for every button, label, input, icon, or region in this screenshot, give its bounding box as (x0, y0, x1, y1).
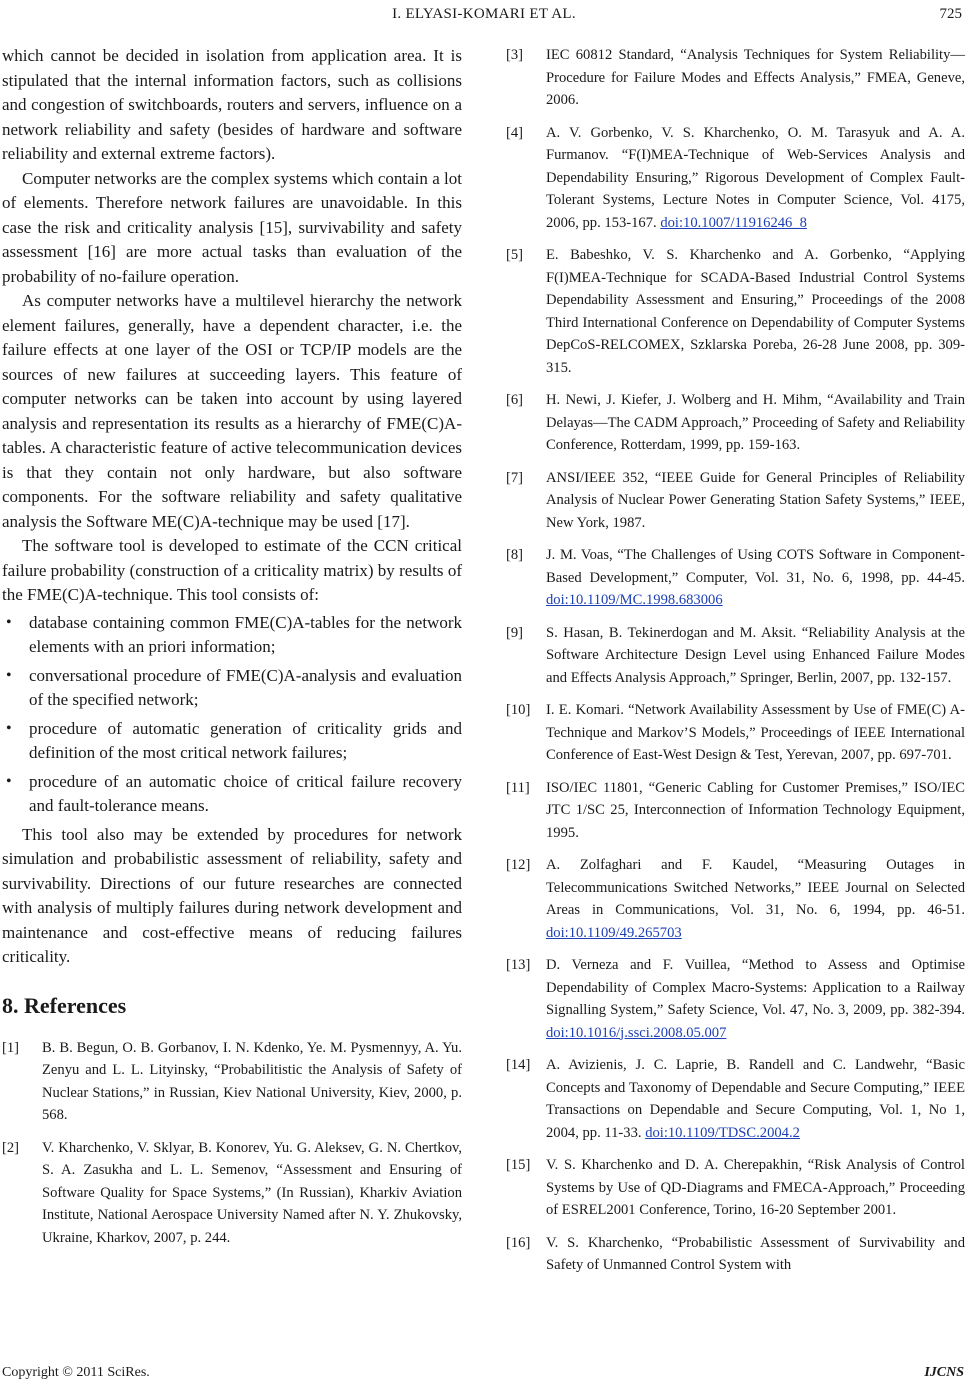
reference-text (546, 1054, 965, 1144)
reference-number: [16] (506, 1234, 531, 1251)
reference-body: E. Babeshko, V. S. Kharchenko and A. Gorbenko, “Applying F(I)MEA-Technique for SCADA-Based Industrial Control Systems Dependability Assessment and Ensuring,” Proceedings of the 2008 Third International Conference on Dependability of Computer Systems DepCoS-RELCOMEX, Szklarska Poreba, 26-28 June 2008, pp. 309-315. (546, 247, 965, 376)
reference-body: ANSI/IEEE 352, “IEEE Guide for General Principles of Reliability Analysis of Nuclear Power Generating Station Safety Systems,” IEEE, New York, 1987. (546, 469, 965, 531)
reference-entry (2, 1037, 462, 1127)
reference-text (546, 244, 965, 379)
reference-number: [11] (506, 779, 530, 796)
reference-entry (506, 122, 965, 235)
list-item: • procedure of an automatic choice of critical failure recovery and fault-tolerance means. (2, 770, 462, 819)
reference-text (546, 389, 965, 457)
list-item: • conversational procedure of FME(C)A-analysis and evaluation of the specified network; (2, 664, 462, 713)
reference-entry (506, 699, 965, 767)
reference-number: [12] (506, 857, 531, 873)
reference-text (546, 467, 965, 535)
running-header (0, 0, 968, 30)
reference-text (546, 777, 965, 845)
reference-text (546, 854, 965, 944)
reference-body: J. M. Voas, “The Challenges of Using COTS Software in Component-Based Development,” Computer, Vol. 31, No. 6, 1998, pp. 44-45. (546, 547, 965, 586)
tool-components-list (2, 611, 462, 819)
reference-body: V. S. Kharchenko, “Probabilistic Assessment of Survivability and Safety of Unmanned Control System with (546, 1234, 965, 1273)
reference-entry (506, 244, 965, 379)
reference-number: [10] (506, 702, 531, 718)
doi-link[interactable]: doi:10.1109/49.265703 (546, 924, 682, 941)
journal-abbreviation: IJCNS (924, 1365, 964, 1380)
reference-text (546, 122, 965, 235)
reference-body: A. V. Gorbenko, V. S. Kharchenko, O. M. Tarasyuk and A. A. Furmanov. “F(I)MEA-Technique of Web-Services Analysis and Dependability Ensuring,” Rigorous Development of Complex Fault-Tolerant Systems, Lecture Notes in Computer Science, Vol. 4175, 2006, pp. 153-167. (546, 124, 965, 231)
doi-link[interactable]: doi:10.1109/TDSC.2004.2 (645, 1124, 800, 1141)
reference-entry (506, 1054, 965, 1144)
reference-body: I. E. Komari. “Network Availability Assessment by Use of FME(C) A-Technique and Markov’S Models,” Proceedings of IEEE International Conference of East-West Design & Test, Yerevan, 2007, pp. 697-701. (546, 702, 965, 763)
reference-entry (506, 467, 965, 535)
doi-link[interactable]: doi:10.1007/11916246_8 (660, 214, 807, 231)
reference-body: D. Verneza and F. Vuillea, “Method to Assess and Optimise Dependability of Complex Macro-Systems: Application to a Railway Signalling System,” Safety Science, Vol. 47, No. 3, 2009, pp. 382-394. (546, 957, 965, 1018)
reference-text (546, 44, 965, 112)
running-title: I. ELYASI-KOMARI ET AL. (392, 6, 576, 22)
reference-entry (506, 777, 965, 845)
reference-number: [2] (2, 1139, 20, 1156)
body-paragraph: Computer networks are the complex systems which contain a lot of elements. Therefore network failures are unavoidable. In this case the risk and criticality analysis [15], survivability and safety assessment [16] are more actual tasks than evaluation of the probability of no-failure operation. (2, 168, 462, 286)
reference-body: A. Avizienis, J. C. Laprie, B. Randell and C. Landwehr, “Basic Concepts and Taxonomy of Dependable and Secure Computing,” IEEE Transactions on Dependable and Secure Computing, Vol. 1, No 1, 2004, pp. 11-33. (546, 1057, 965, 1141)
reference-text (546, 954, 965, 1044)
reference-entry (506, 44, 965, 112)
list-item: • procedure of automatic generation of criticality grids and definition of the most critical network failures; (2, 717, 462, 766)
reference-text (546, 622, 965, 690)
reference-number: [1] (2, 1039, 20, 1056)
body-paragraph: The software tool is developed to estimate of the CCN critical failure probability (construction of a criticality matrix) by results of the FME(C)A-technique. This tool consists of: (2, 536, 462, 604)
page-footer (0, 1361, 968, 1386)
body-paragraph: As computer networks have a multilevel hierarchy the network element failures, generally, have a dependent character, i.e. the failure effects at one layer of the OSI or TCP/IP models are the sources of new failures at succeeding layers. This feature of computer networks can be taken into account by using layered analysis and representation its results as a hierarchy of FME(C)A-tables. A characteristic feature of active telecommunication devices is that they contain not only hardware, but also software components. For the software reliability and safety qualitative analysis the Software ME(C)A-technique may be used [17]. (2, 291, 462, 531)
reference-body: ISO/IEC 11801, “Generic Cabling for Customer Premises,” ISO/IEC JTC 1/SC 25, Interconnection of Information Technology Equipment, 1995. (546, 779, 965, 841)
copyright-notice: Copyright © 2011 SciRes. (2, 1365, 150, 1380)
reference-number: [14] (506, 1057, 531, 1073)
reference-number: [5] (506, 247, 524, 263)
list-item: • database containing common FME(C)A-tables for the network elements with an priori information; (2, 611, 462, 660)
reference-entry (506, 854, 965, 944)
reference-text (546, 699, 965, 767)
reference-entry (2, 1137, 462, 1250)
reference-number: [13] (506, 957, 531, 973)
body-paragraph: which cannot be decided in isolation from application area. It is stipulated that the internal information factors, such as collisions and congestion of switchboards, routers and servers, influence on a network reliability and safety (besides of hardware and software reliability and external extreme factors). (2, 46, 462, 163)
reference-body: S. Hasan, B. Tekinerdogan and M. Aksit. “Reliability Analysis at the Software Architecture Design Level using Enhanced Failure Modes and Effects Analysis Approach,” Springer, Berlin, 2007, pp. 132-157. (546, 624, 965, 686)
reference-number: [7] (506, 469, 524, 486)
reference-text: B. B. Begun, O. B. Gorbanov, I. N. Kdenko, Ye. M. Pysmennyy, A. Yu. Zenyu and L. L. Lityinsky, “Probabilitistic the Analysis of Safety of Nuclear Stations,” in Russian, Kiev National University, Kiev, 2000, p. 568. (42, 1039, 462, 1123)
reference-number: [15] (506, 1157, 531, 1173)
reference-body: H. Newi, J. Kiefer, J. Wolberg and H. Mihm, “Availability and Train Delayas—The CADM Approach,” Proceeding of Safety and Reliability Conference, Rotterdam, 1999, pp. 159-163. (546, 392, 965, 453)
reference-entry (506, 544, 965, 612)
reference-entry (506, 954, 965, 1044)
right-column (506, 44, 965, 1287)
doi-link[interactable]: doi:10.1016/j.ssci.2008.05.007 (546, 1024, 727, 1041)
reference-number: [3] (506, 47, 524, 63)
reference-number: [8] (506, 547, 524, 563)
page-number: 725 (939, 6, 962, 22)
reference-body: IEC 60812 Standard, “Analysis Techniques for System Reliability—Procedure for Failure Modes and Effects Analysis,” FMEA, Geneve, 2006. (546, 47, 965, 108)
reference-entry (506, 389, 965, 457)
reference-number: [4] (506, 124, 524, 141)
reference-number: [6] (506, 392, 524, 408)
doi-link[interactable]: doi:10.1109/MC.1998.683006 (546, 592, 723, 608)
reference-text (546, 544, 965, 612)
reference-text (546, 1232, 965, 1277)
body-paragraph: This tool also may be extended by procedures for network simulation and probabilistic assessment of reliability, safety and survivability. Directions of our future researches are connected with analysis of multiply failures during network development and maintenance and cost-effective means of reducing failures criticality. (2, 824, 462, 966)
reference-body: A. Zolfaghari and F. Kaudel, “Measuring Outages in Telecommunications Switched Networks,” IEEE Journal on Selected Areas in Communications, Vol. 31, No. 6, 1994, pp. 46-51. (546, 857, 965, 918)
reference-number: [9] (506, 624, 524, 641)
reference-text: V. Kharchenko, V. Sklyar, B. Konorev, Yu. G. Aleksev, G. N. Chertkov, S. A. Zasukha and L. L. Semenov, “Assessment and Ensuring of Software Quality for Space Systems,” (In Russian), Kharkiv Aviation Institute, National Aerospace University Named after N. Y. Zhukovsky, Ukraine, Kharkov, 2007, p. 244. (42, 1139, 462, 1246)
reference-entry (506, 622, 965, 690)
section-heading: 8. References (2, 992, 127, 1018)
reference-text (546, 1154, 965, 1222)
reference-body: V. S. Kharchenko and D. A. Cherepakhin, “Risk Analysis of Control Systems by Use of QD-Diagrams and FMECA-Approach,” Proceeding of ESREL2001 Conference, Torino, 16-20 September 2001. (546, 1157, 965, 1218)
left-column (2, 44, 462, 1259)
reference-entry (506, 1154, 965, 1222)
reference-entry (506, 1232, 965, 1277)
